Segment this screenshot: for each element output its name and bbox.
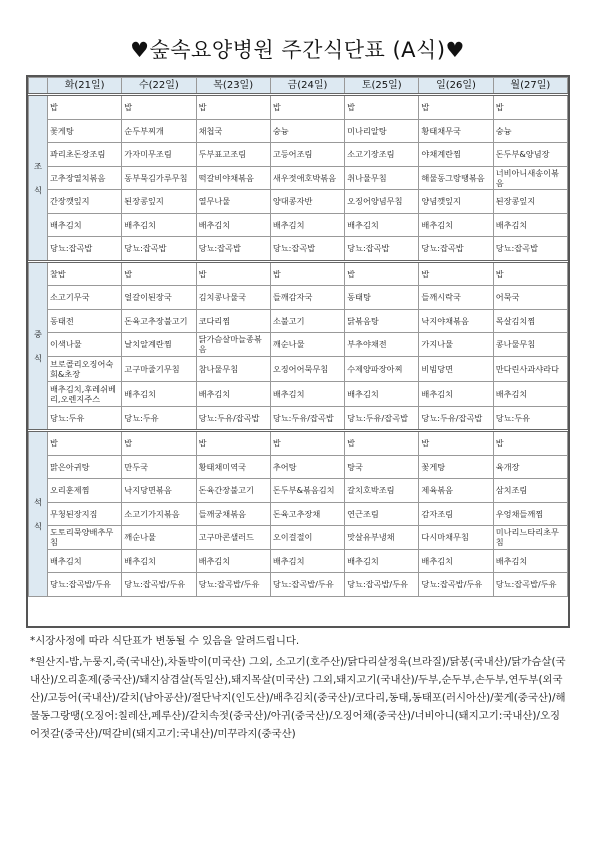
menu-cell: 배추김치 <box>196 549 270 573</box>
menu-row <box>29 309 568 333</box>
menu-cell: 밥 <box>419 95 493 120</box>
menu-cell: 탕국 <box>345 455 419 479</box>
menu-cell: 코다리찜 <box>196 309 270 333</box>
menu-cell: 오징어어묵무침 <box>270 356 344 381</box>
menu-cell: 돈두부&양념장 <box>493 143 567 167</box>
menu-cell: 밥 <box>196 261 270 286</box>
menu-cell: 당뇨:두유/잡곡밥 <box>345 406 419 431</box>
menu-cell: 배추김치 <box>493 549 567 573</box>
menu-cell: 제육볶음 <box>419 479 493 503</box>
menu-cell: 무청된장지짐 <box>48 502 122 526</box>
menu-cell: 들깨시락국 <box>419 286 493 310</box>
day-header: 월(27일) <box>493 78 567 95</box>
menu-cell: 순두부찌개 <box>122 119 196 143</box>
menu-row <box>29 502 568 526</box>
menu-cell: 날치알계란찜 <box>122 333 196 357</box>
menu-cell: 당뇨:잡곡밥/두유 <box>122 573 196 597</box>
menu-cell: 갈치호박조림 <box>345 479 419 503</box>
menu-cell: 고구마줄기무침 <box>122 356 196 381</box>
menu-cell: 숭늉 <box>493 119 567 143</box>
menu-row <box>29 356 568 381</box>
day-header: 수(22일) <box>122 78 196 95</box>
menu-cell: 배추김치 <box>196 213 270 237</box>
menu-cell: 오리훈제찜 <box>48 479 122 503</box>
menu-cell: 당뇨:잡곡밥/두유 <box>345 573 419 597</box>
menu-row <box>29 333 568 357</box>
menu-cell: 당뇨:잡곡밥/두유 <box>493 573 567 597</box>
menu-cell: 밥 <box>122 261 196 286</box>
meal-label-char: 식 <box>34 184 42 195</box>
menu-cell: 꽃게탕 <box>419 455 493 479</box>
menu-cell: 동태전 <box>48 309 122 333</box>
menu-cell: 감자조림 <box>419 502 493 526</box>
menu-cell: 새우젓애호박볶음 <box>270 166 344 190</box>
day-header: 토(25일) <box>345 78 419 95</box>
menu-cell: 당뇨:잡곡밥 <box>493 237 567 262</box>
menu-cell: 당뇨:잡곡밥/두유 <box>196 573 270 597</box>
menu-cell: 어묵국 <box>493 286 567 310</box>
menu-cell: 당뇨:잡곡밥/두유 <box>48 573 122 597</box>
menu-cell: 밥 <box>493 261 567 286</box>
menu-cell: 동태탕 <box>345 286 419 310</box>
menu-cell: 밥 <box>345 431 419 456</box>
menu-cell: 배추김치 <box>270 381 344 406</box>
menu-cell: 얼갈이된장국 <box>122 286 196 310</box>
menu-cell: 맑은아귀탕 <box>48 455 122 479</box>
menu-row <box>29 286 568 310</box>
menu-cell: 깨순나물 <box>122 526 196 550</box>
menu-cell: 밥 <box>345 95 419 120</box>
menu-cell: 배추김치 <box>196 381 270 406</box>
menu-cell: 만두국 <box>122 455 196 479</box>
menu-cell: 취나물무침 <box>345 166 419 190</box>
menu-cell: 가자미무조림 <box>122 143 196 167</box>
menu-cell: 배추김치 <box>345 213 419 237</box>
menu-row <box>29 431 568 456</box>
menu-cell: 우엉채들깨찜 <box>493 502 567 526</box>
menu-cell: 육개장 <box>493 455 567 479</box>
menu-cell: 당뇨:잡곡밥 <box>419 237 493 262</box>
menu-cell: 양념깻잎지 <box>419 190 493 214</box>
menu-row <box>29 95 568 120</box>
menu-cell: 채첩국 <box>196 119 270 143</box>
menu-cell: 브로콜리오징어숙회&초장 <box>48 356 122 381</box>
menu-cell: 해물동그랑땡볶음 <box>419 166 493 190</box>
day-header-row <box>29 78 568 95</box>
meal-label-char: 식 <box>34 520 42 531</box>
menu-cell: 꽃게탕 <box>48 119 122 143</box>
menu-cell: 비빔당면 <box>419 356 493 381</box>
menu-cell: 밥 <box>196 431 270 456</box>
menu-row <box>29 143 568 167</box>
menu-row <box>29 406 568 431</box>
menu-cell: 배추김치,후레쉬베리,오렌지주스 <box>48 381 122 406</box>
meal-label <box>29 95 48 262</box>
menu-cell: 된장콩잎지 <box>122 190 196 214</box>
menu-cell: 찰밥 <box>48 261 122 286</box>
change-notice: *시장사정에 따라 식단표가 변동될 수 있음을 알려드립니다. <box>30 635 300 647</box>
menu-cell: 밥 <box>419 431 493 456</box>
menu-cell: 열무나물 <box>196 190 270 214</box>
meal-label <box>29 431 48 597</box>
menu-cell: 돈육고추장불고기 <box>122 309 196 333</box>
menu-cell: 맛살유부냉채 <box>345 526 419 550</box>
menu-cell: 밥 <box>493 95 567 120</box>
page-title: ♥숲속요양병원 주간식단표 (A식)♥ <box>130 38 465 62</box>
origin-notice: *원산지-밥,누룽지,죽(국내산),차돌박이(미국산) 그외, 소고기(호주산)/닭다리살정육(브라질)/닭봉(국내산)/닭가슴살(국내산)/오리훈제(중국산)/돼지삼겹살(독일산),돼지목살(미국산) 그외,돼지고기(국내산)/두부,순두부,손두부,연두부(외국산)/고등어(국내산)/갈치(남아공산)/절단낙지(인도산)/배추김치(중국산)/코다리,동태,동태포(러시아산)/꽃게(중국산)/해물동그랑땡(오징어:칠레산,페루산)/갈치속젓(중국산)/아귀(중국산)/오징어채(중국산)/너비아니(돼지고기:국내산)/오징어젓갈(중국산)/떡갈비(돼지고기:국내산)/미꾸라지(중국산) <box>30 656 566 740</box>
menu-cell: 동부묵김가루무침 <box>122 166 196 190</box>
menu-cell: 배추김치 <box>122 213 196 237</box>
menu-cell: 밥 <box>270 431 344 456</box>
menu-cell: 배추김치 <box>122 381 196 406</box>
menu-cell: 밥 <box>345 261 419 286</box>
menu-cell: 밥 <box>48 95 122 120</box>
menu-cell: 당뇨:잡곡밥 <box>345 237 419 262</box>
menu-cell: 두부표고조림 <box>196 143 270 167</box>
menu-cell: 당뇨:잡곡밥 <box>196 237 270 262</box>
menu-cell: 당뇨:잡곡밥 <box>122 237 196 262</box>
menu-cell: 다시마채무침 <box>419 526 493 550</box>
menu-row <box>29 455 568 479</box>
menu-cell: 목살김치찜 <box>493 309 567 333</box>
menu-cell: 돈육간장불고기 <box>196 479 270 503</box>
menu-cell: 김치콩나물국 <box>196 286 270 310</box>
menu-cell: 들깨궁채볶음 <box>196 502 270 526</box>
menu-cell: 배추김치 <box>122 549 196 573</box>
menu-cell: 배추김치 <box>345 549 419 573</box>
menu-cell: 배추김치 <box>345 381 419 406</box>
menu-cell: 간장깻잎지 <box>48 190 122 214</box>
menu-cell: 미나리알탕 <box>345 119 419 143</box>
menu-cell: 돈두부&볶음김치 <box>270 479 344 503</box>
menu-cell: 소고기가지볶음 <box>122 502 196 526</box>
menu-cell: 추어탕 <box>270 455 344 479</box>
menu-cell: 당뇨:두유/잡곡밥 <box>419 406 493 431</box>
menu-cell: 고추장열치볶음 <box>48 166 122 190</box>
menu-cell: 밥 <box>196 95 270 120</box>
menu-cell: 고구마콘샐러드 <box>196 526 270 550</box>
header-corner <box>29 78 48 95</box>
menu-cell: 당뇨:두유/잡곡밥 <box>196 406 270 431</box>
menu-cell: 돈육고추장채 <box>270 502 344 526</box>
menu-cell: 부추야채전 <box>345 333 419 357</box>
menu-cell: 들깨감자국 <box>270 286 344 310</box>
menu-cell: 당뇨:잡곡밥/두유 <box>419 573 493 597</box>
day-header: 금(24일) <box>270 78 344 95</box>
menu-row <box>29 526 568 550</box>
menu-row <box>29 166 568 190</box>
menu-cell: 밥 <box>419 261 493 286</box>
menu-row <box>29 119 568 143</box>
menu-cell: 황태채미역국 <box>196 455 270 479</box>
menu-cell: 밥 <box>493 431 567 456</box>
day-header: 목(23일) <box>196 78 270 95</box>
menu-cell: 깨순나물 <box>270 333 344 357</box>
menu-cell: 당뇨:잡곡밥 <box>48 237 122 262</box>
menu-cell: 오이걸절이 <box>270 526 344 550</box>
menu-cell: 소고기무국 <box>48 286 122 310</box>
meal-label-char: 중 <box>34 328 42 339</box>
day-header: 일(26일) <box>419 78 493 95</box>
menu-cell: 배추김치 <box>48 213 122 237</box>
menu-cell: 소불고기 <box>270 309 344 333</box>
menu-cell: 이색나물 <box>48 333 122 357</box>
menu-cell: 닭가슴살마늘종볶음 <box>196 333 270 357</box>
menu-cell: 닭볶음탕 <box>345 309 419 333</box>
menu-cell: 당뇨:두유 <box>122 406 196 431</box>
menu-row <box>29 213 568 237</box>
menu-cell: 낙지당면볶음 <box>122 479 196 503</box>
menu-cell: 밥 <box>122 95 196 120</box>
menu-cell: 황태채무국 <box>419 119 493 143</box>
menu-cell: 배추김치 <box>270 213 344 237</box>
menu-cell: 소고기장조림 <box>345 143 419 167</box>
menu-cell: 수제양파장아찌 <box>345 356 419 381</box>
menu-cell: 낙지야채볶음 <box>419 309 493 333</box>
menu-cell: 밥 <box>48 431 122 456</box>
menu-row <box>29 381 568 406</box>
menu-cell: 숭늉 <box>270 119 344 143</box>
meal-label-char: 조 <box>34 160 42 171</box>
menu-cell: 밥 <box>270 261 344 286</box>
menu-cell: 배추김치 <box>419 213 493 237</box>
menu-cell: 꽈리초돈장조림 <box>48 143 122 167</box>
menu-cell: 당뇨:두유 <box>48 406 122 431</box>
menu-cell: 콩나물무침 <box>493 333 567 357</box>
menu-cell: 당뇨:두유 <box>493 406 567 431</box>
menu-cell: 된장콩잎지 <box>493 190 567 214</box>
menu-cell: 만다린사과샤라다 <box>493 356 567 381</box>
day-header: 화(21일) <box>48 78 122 95</box>
menu-cell: 당뇨:두유/잡곡밥 <box>270 406 344 431</box>
menu-row <box>29 549 568 573</box>
menu-cell: 도토리묵양배추무침 <box>48 526 122 550</box>
menu-row <box>29 261 568 286</box>
menu-cell: 고등어조림 <box>270 143 344 167</box>
menu-cell: 밥 <box>122 431 196 456</box>
menu-cell: 배추김치 <box>419 381 493 406</box>
menu-cell: 삼치조림 <box>493 479 567 503</box>
meal-label-char: 식 <box>34 352 42 363</box>
menu-cell: 배추김치 <box>270 549 344 573</box>
meal-label-char: 석 <box>34 496 42 507</box>
menu-cell: 너비아니새송이볶음 <box>493 166 567 190</box>
menu-row <box>29 573 568 597</box>
menu-cell: 야채계란찜 <box>419 143 493 167</box>
menu-row <box>29 190 568 214</box>
menu-cell: 배추김치 <box>493 213 567 237</box>
menu-cell: 당뇨:잡곡밥 <box>270 237 344 262</box>
menu-cell: 배추김치 <box>419 549 493 573</box>
weekly-menu-table <box>28 77 568 597</box>
menu-cell: 배추김치 <box>493 381 567 406</box>
menu-cell: 가지나물 <box>419 333 493 357</box>
menu-row <box>29 479 568 503</box>
menu-cell: 양대콩자반 <box>270 190 344 214</box>
menu-cell: 당뇨:잡곡밥/두유 <box>270 573 344 597</box>
menu-cell: 밥 <box>270 95 344 120</box>
meal-label <box>29 261 48 431</box>
menu-cell: 떡갈비야채볶음 <box>196 166 270 190</box>
menu-cell: 배추김치 <box>48 549 122 573</box>
menu-row <box>29 237 568 262</box>
menu-cell: 미나리느타리초무침 <box>493 526 567 550</box>
menu-cell: 연근조림 <box>345 502 419 526</box>
menu-cell: 참나물무침 <box>196 356 270 381</box>
menu-cell: 오징어양념무침 <box>345 190 419 214</box>
